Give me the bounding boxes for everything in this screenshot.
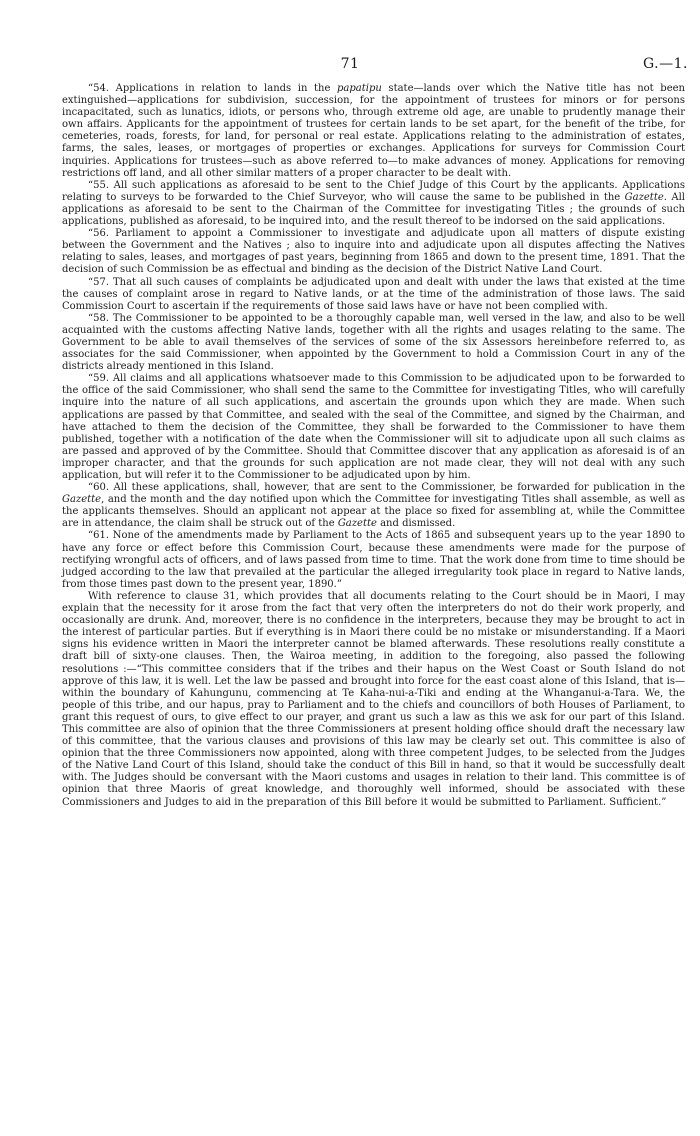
paragraph-text: “59. All claims and all applications whatsoever made to this Commission to be adjudicated upon to be forwarded to the office of the said Commissioner, who shall send the same to the Committee for investigating Titles, who will carefully inquire into the nature of all such applications, and ascertain the grounds upon which they are made. When such applications are passed by that Committee, and sealed with the seal of the Committee, and signed by the Chairman, and have attached to them the decision of the Committee, they shall be forwarded to the Commissioner to have them published, together with a notiﬁcation of the date when the Commissioner will sit to adjudicate upon all such claims as are passed and approved of by the Committee. Should that Committee discover that any application as aforesaid is of an improper character, and that the grounds for such application are not made clear, they will not deal with any such application, but will refer it to the Commissioner to be adjudicated upon by him. <box>62 373 685 481</box>
paragraph-text: “58. The Commissioner to be appointed to be a thoroughly capable man, well versed in the law, and also to be well acquainted with the customs affecting Native lands, together with all the rights and usages relating to the same. The Government to be able to avail themselves of the services of some of the six Assessors hereinbefore referred to, as associates for the said Commissioner, when appointed by the Government to hold a Commission Court in any of the districts already mentioned in this Island. <box>62 312 685 373</box>
paragraph-clause31 <box>62 591 685 809</box>
paragraph-text: “57. That all such causes of complaints be adjudicated upon and dealt with under the laws that existed at the time the causes of complaint arose in regard to Native lands, or at the time of the administration of those laws. The said Commission Court to ascertain if the requirements of those said laws have or have not been complied with. <box>62 276 685 312</box>
paragraph-text: “61. None of the amendments made by Parliament to the Acts of 1865 and subsequent years up to the year 1890 to have any force or effect before this Commission Court, because these amendments were made for the purpose of rectifying wrongful acts of ofﬁcers, and of laws passed from time to time. That the work done from time to time should be judged according to the law that prevailed at the particular the alleged irregularity took place in regard to Native lands, from those times past down to the present year, 1890.” <box>62 530 685 590</box>
document-reference: G.—1. <box>643 56 688 72</box>
paragraph-text: , and the month and the day notiﬁed upon which the Committee for investigating Titles shall assemble, as well as the applicants themselves. Should an applicant not appear at the place so ﬁxed for assembling at, while the Committee are in attendance, the claim shall be struck out of the <box>62 494 685 530</box>
paragraph-text: . All applications as aforesaid to be sent to the Chairman of the Committee for investigating Titles ; the grounds of such applications, published as aforesaid, to be inquired into, and the result thereof to be indorsed on the said applications. <box>62 191 685 228</box>
body-text <box>62 83 685 809</box>
italic-term: papatipu <box>337 83 382 94</box>
paragraph-text: state—lands over which the Native title has not been extinguished—applications for subdivision, succession, for the appointment of trustees for minors or for persons incapacitated, such as lunatics, idiots, or persons who, through extreme old age, are unable to prudently manage their own affairs. Applicants for the appointment of trustees for certain lands to be set apart, for the beneﬁt of the tribe, for cemeteries, roads, forests, for land, for personal or real estate. Applications relating to the administration of estates, farms, the sales, leases, or mortgages of properties or exchanges. Applications for surveys for Commission Court inquiries. Applications for trustees—such as above referred to—to make advances of money. Applications for removing restrictions off land, and all other similar matters of a proper character to be dealt with. <box>62 83 685 179</box>
paragraph-57 <box>62 277 685 313</box>
paragraph-text: With reference to clause 31, which provides that all documents relating to the Court should be in Maori, I may explain that the necessity for it arose from the fact that very often the interpreters do not do their work properly, and occasionally are drunk. And, moreover, there is no conﬁdence in the interpreters, because they may be brought to act in the interest of particular parties. But if everything is in Maori there could be no mistake or misunderstanding. If a Maori signs his evidence written in Maori the interpreter cannot be blamed afterwards. These resolutions really constitute a draft bill of sixty-one clauses. Then, the Wairoa meeting, in addition to the foregoing, also passed the following resolutions :—“This committee considers that if the tribes and their hapus on the West Coast or South Island do not approve of this law, it is well. Let the law be passed and brought into force for the east coast alone of this Island, that is—within the boundary of Kahungunu, commencing at Te Kaha-nui-a-Tiki and ending at the Whanganui-a-Tara. We, the people of this tribe, and our hapus, pray to Parliament and to the chiefs and councillors of both Houses of Parliament, to grant this request of ours, to give effect to our prayer, and grant us such a law as this we ask for our part of this Island. This committee are also of opinion that the three Commissioners at present holding ofﬁce should draft the necessary law of this committee, that the various clauses and provisions of this law may be clearly set out. This committee is also of opinion that the three Commissioners now appointed, along with three competent Judges, to be selected from the Judges of the Native Land Court of this Island, should take the conduct of this Bill in hand, so that it would be successfully dealt with. The Judges should be conversant with the Maori customs and usages in relation to their land. This committee is of opinion that three Maoris of great knowledge, and thoroughly well informed, should be associated with these Commissioners and Judges to aid in the preparation of this Bill before it would be submitted to Parliament. Sufﬁcient.” <box>62 590 685 808</box>
paragraph-text: “56. Parliament to appoint a Commissioner to investigate and adjudicate upon all matters of dispute existing between the Government and the Natives ; also to inquire into and adjudicate upon all disputes affecting the Natives relating to sales, leases, and mortgages of past years, beginning from 1865 and down to the present time, 1891. That the decision of such Commission be as effectual and binding as the decision of the District Native Land Court. <box>62 228 685 276</box>
italic-term: Gazette <box>337 518 377 530</box>
paragraph-text: “60. All these applications, shall, however, that are sent to the Commissioner, be forwarded for publication in the <box>88 482 685 494</box>
italic-term: Gazette <box>62 494 102 506</box>
paragraph-54 <box>62 83 685 180</box>
paragraph-60 <box>62 482 685 530</box>
paragraph-text: “54. Applications in relation to lands in the <box>88 83 338 94</box>
paragraph-59 <box>62 373 685 482</box>
italic-term: Gazette <box>624 191 664 203</box>
page-number: 71 <box>340 56 360 72</box>
paragraph-text: and dismissed. <box>376 518 456 530</box>
paragraph-56 <box>62 228 685 276</box>
paragraph-text: “55. All such applications as aforesaid to be sent to the Chief Judge of this Court by the applicants. Applications relating to surveys to be forwarded to the Chief Surveyor, who will cause the same to be published in the <box>62 179 685 203</box>
paragraph-61 <box>62 530 685 590</box>
paragraph-55 <box>62 180 685 228</box>
paragraph-58 <box>62 313 685 373</box>
